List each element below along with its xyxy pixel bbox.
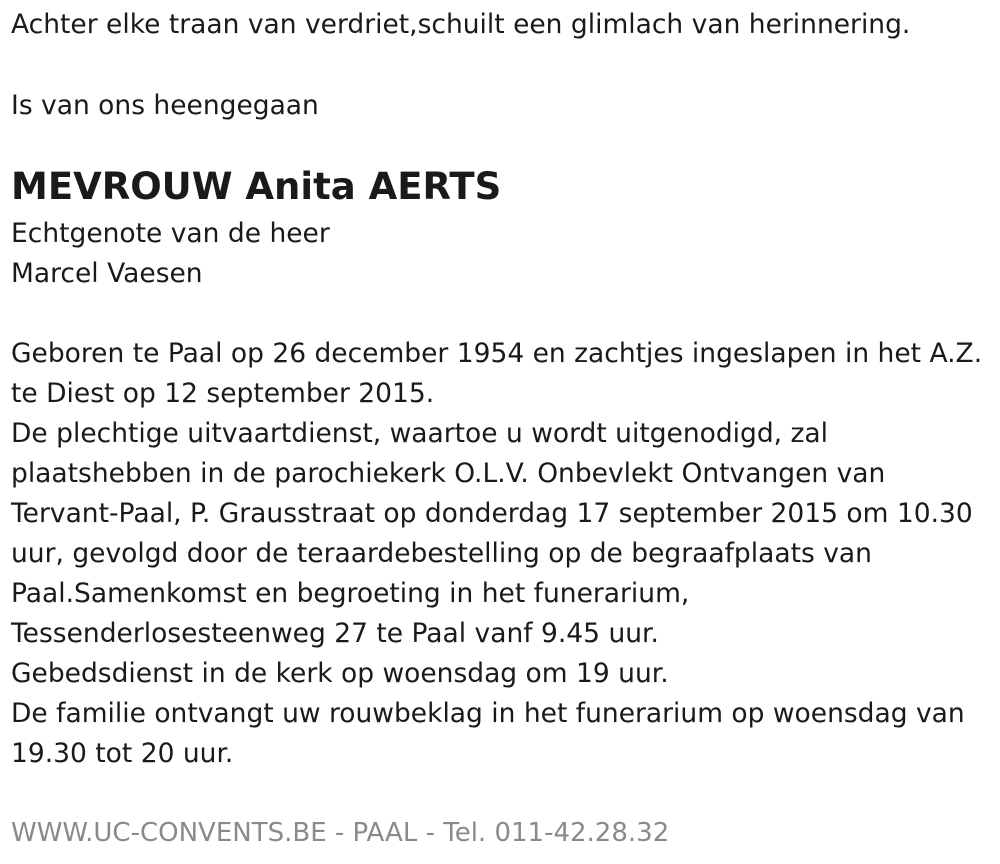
body-line: Paal.Samenkomst en begroeting in het funerarium, xyxy=(11,578,690,609)
deceased-name: MEVROUW Anita AERTS xyxy=(11,165,502,208)
body-line: te Diest op 12 september 2015. xyxy=(11,378,435,409)
body-line: De plechtige uitvaartdienst, waartoe u wordt uitgenodigd, zal xyxy=(11,418,829,449)
body-line: 19.30 tot 20 uur. xyxy=(11,738,234,769)
body-line: De familie ontvangt uw rouwbeklag in het funerarium op woensdag van xyxy=(11,698,965,729)
spouse-line-2: Marcel Vaesen xyxy=(11,258,203,289)
body-line: plaatshebben in de parochiekerk O.L.V. Onbevlekt Ontvangen van xyxy=(11,458,886,489)
spouse-line-1: Echtgenote van de heer xyxy=(11,218,330,249)
body-line: Tessenderlosesteenweg 27 te Paal vanf 9.45 uur. xyxy=(11,618,659,649)
footer-contact: WWW.UC-CONVENTS.BE - PAAL - Tel. 011-42.28.32 xyxy=(11,818,670,848)
body-line: Gebedsdienst in de kerk op woensdag om 19 uur. xyxy=(11,658,669,689)
body-line: Tervant-Paal, P. Grausstraat op donderdag 17 september 2015 om 10.30 xyxy=(11,498,973,529)
body-line: uur, gevolgd door de teraardebestelling op de begraafplaats van xyxy=(11,538,872,569)
intro-text: Is van ons heengegaan xyxy=(11,90,319,121)
memorial-quote: Achter elke traan van verdriet,schuilt een glimlach van herinnering. xyxy=(11,9,911,40)
body-line: Geboren te Paal op 26 december 1954 en zachtjes ingeslapen in het A.Z. xyxy=(11,338,983,369)
